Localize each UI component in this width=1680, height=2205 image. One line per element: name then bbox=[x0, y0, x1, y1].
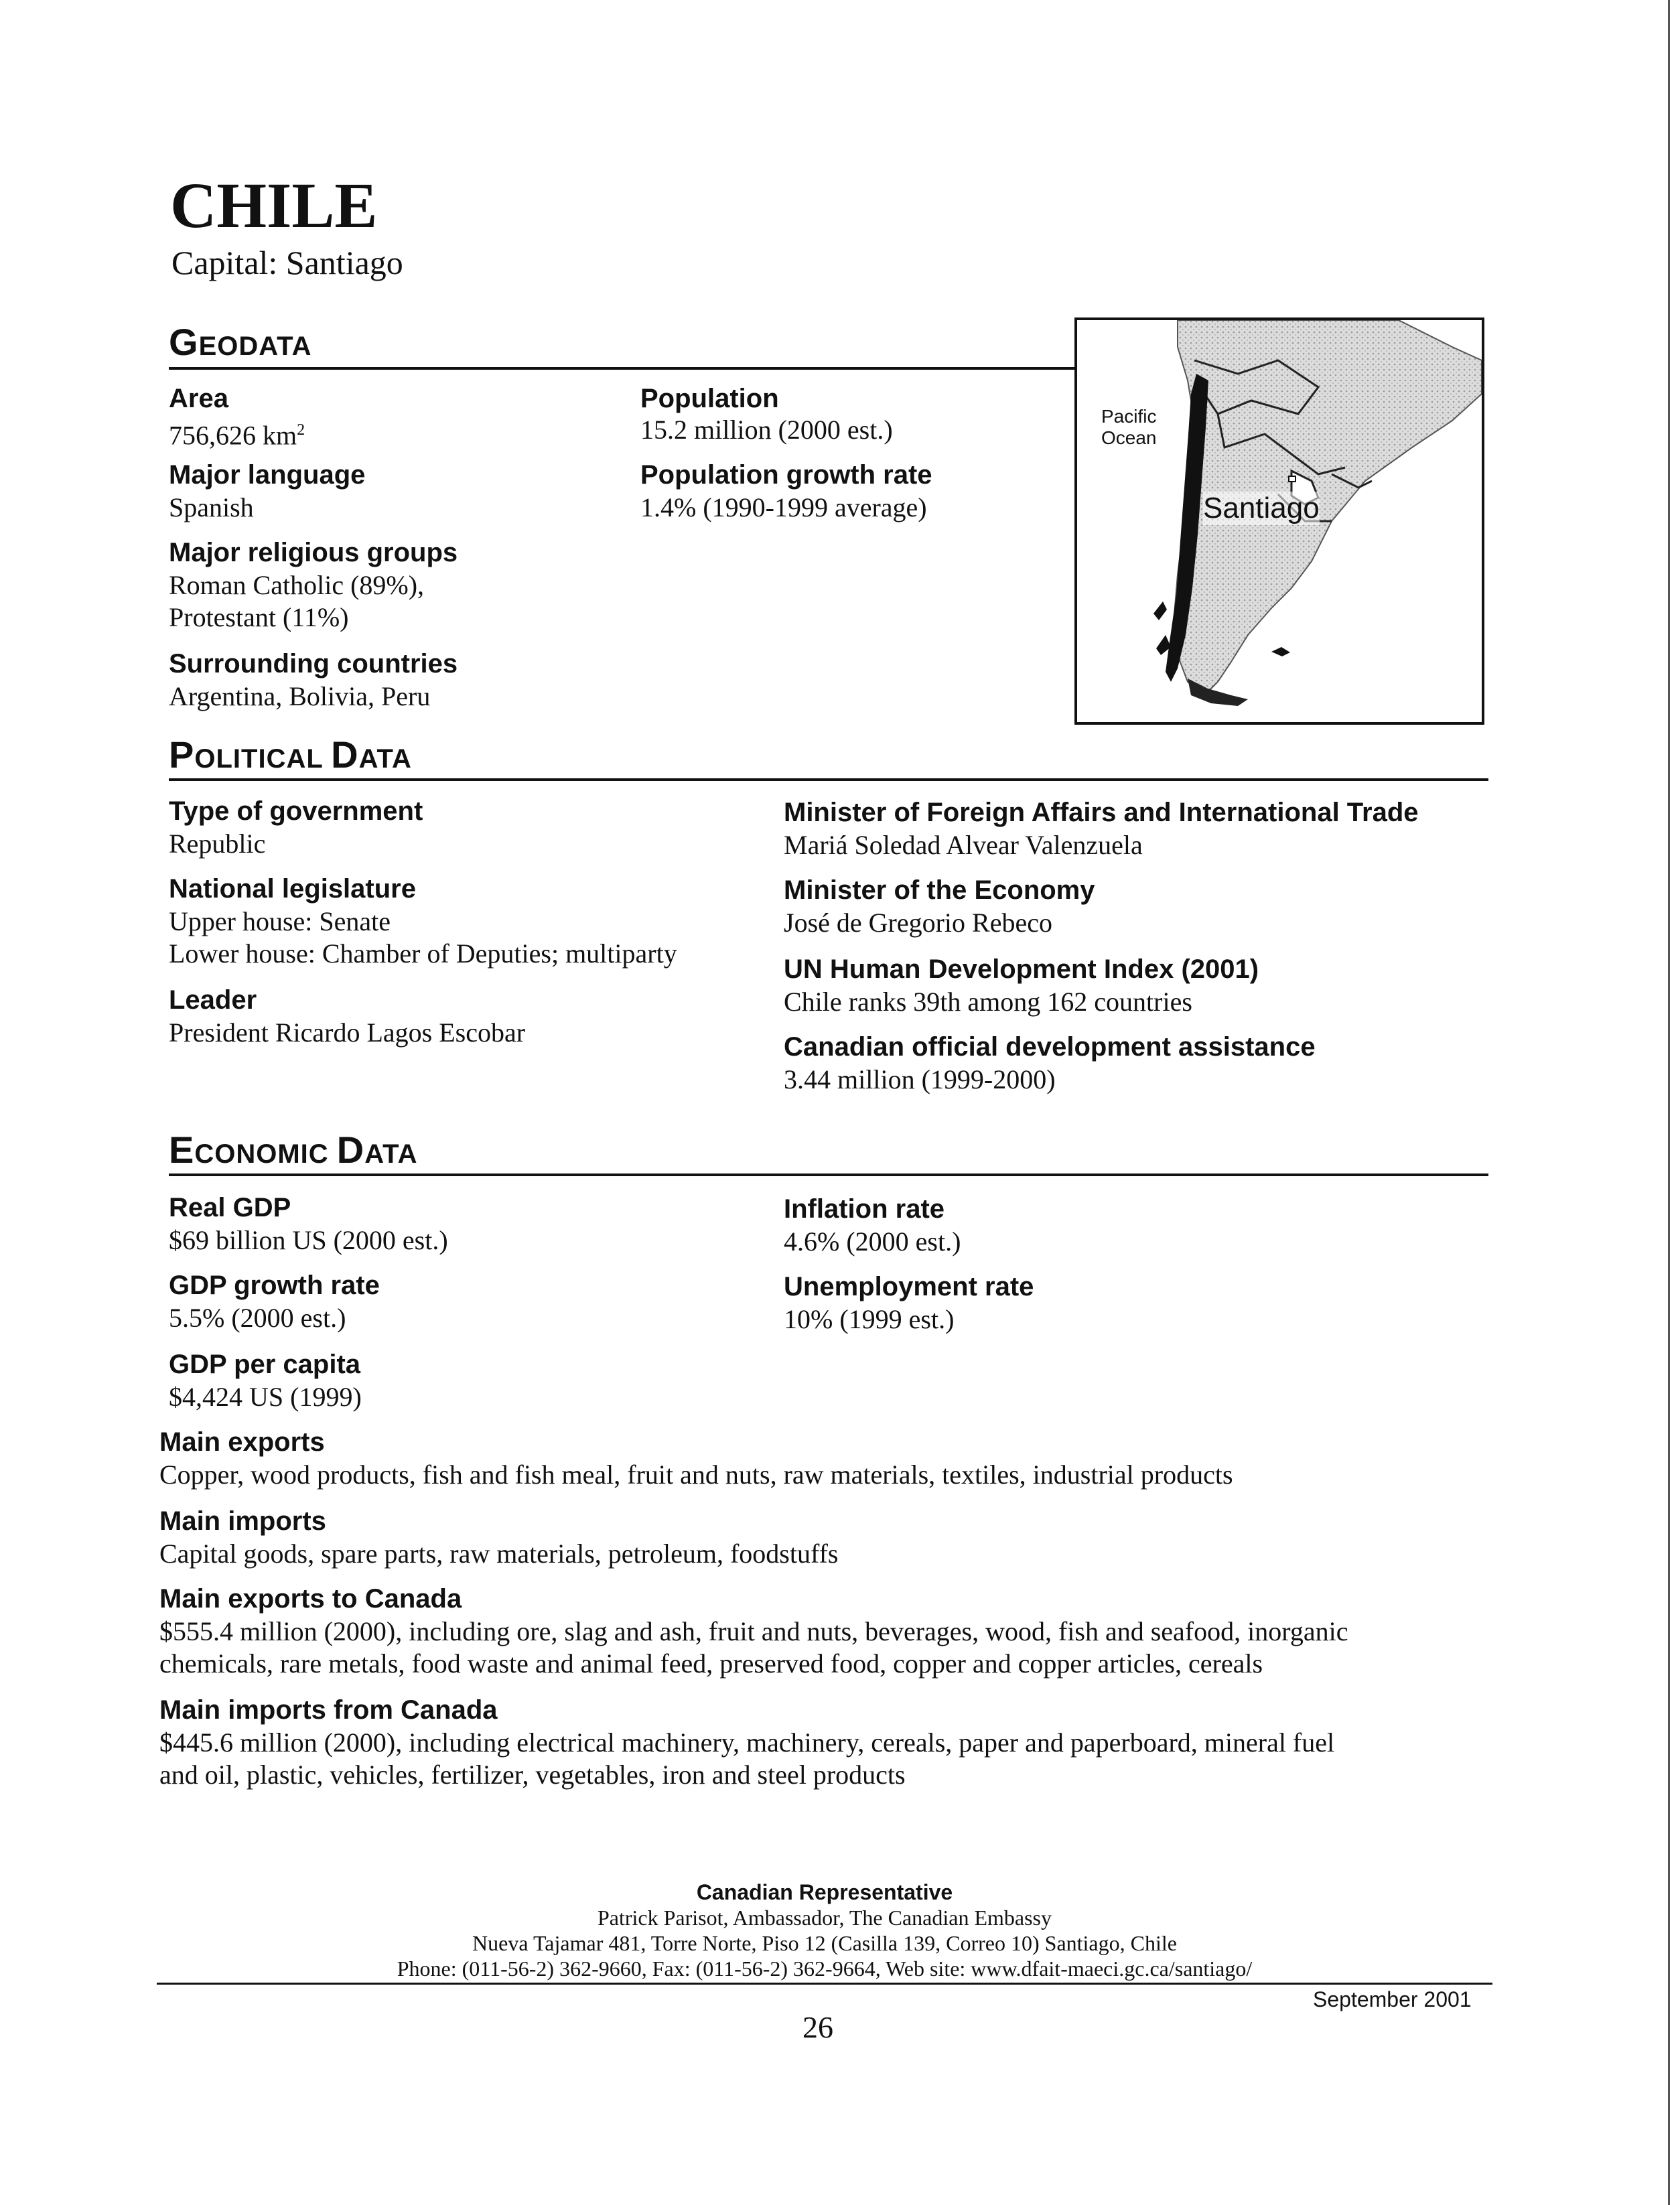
gdp-per-capita-value: $4,424 US (1999) bbox=[169, 1382, 362, 1412]
gdp-label: Real GDP bbox=[169, 1193, 291, 1222]
area-label: Area bbox=[169, 384, 228, 413]
legislature-label: National legislature bbox=[169, 874, 416, 904]
page-number: 26 bbox=[802, 2010, 833, 2044]
surrounding-value: Argentina, Bolivia, Peru bbox=[169, 681, 431, 711]
inflation-value: 4.6% (2000 est.) bbox=[784, 1226, 961, 1257]
government-value: Republic bbox=[169, 829, 266, 859]
foreign-minister-value: Mariá Soledad Alvear Valenzuela bbox=[784, 830, 1143, 860]
gdp-per-capita-label: GDP per capita bbox=[169, 1350, 361, 1379]
imports-from-canada-value-1: $445.6 million (2000), including electrical machinery, machinery, cereals, paper and paperboard, mineral fuel bbox=[159, 1727, 1335, 1758]
leader-value: President Ricardo Lagos Escobar bbox=[169, 1017, 526, 1048]
city-marker bbox=[1289, 476, 1296, 482]
inflation-label: Inflation rate bbox=[784, 1194, 945, 1224]
language-label: Major language bbox=[169, 460, 366, 490]
economy-minister-label: Minister of the Economy bbox=[784, 875, 1095, 905]
population-value: 15.2 million (2000 est.) bbox=[640, 415, 893, 445]
gdp-growth-value: 5.5% (2000 est.) bbox=[169, 1303, 346, 1333]
religion-label: Major religious groups bbox=[169, 538, 458, 567]
government-label: Type of government bbox=[169, 796, 423, 826]
legislature-value-1: Upper house: Senate bbox=[169, 906, 391, 936]
capital-subtitle: Capital: Santiago bbox=[171, 244, 403, 281]
gdp-value: $69 billion US (2000 est.) bbox=[169, 1225, 448, 1255]
hdi-label: UN Human Development Index (2001) bbox=[784, 954, 1259, 984]
representative-line-2: Nueva Tajamar 481, Torre Norte, Piso 12 (Casilla 139, Correo 10) Santiago, Chile bbox=[472, 1931, 1177, 1955]
legislature-value-2: Lower house: Chamber of Deputies; multiparty bbox=[169, 938, 677, 969]
representative-block bbox=[157, 1879, 1492, 1981]
exports-to-canada-value-2: chemicals, rare metals, food waste and animal feed, preserved food, copper and copper articles, cereals bbox=[159, 1648, 1263, 1679]
section-title-political: POLITICAL DATA bbox=[169, 733, 412, 776]
religion-value-1: Roman Catholic (89%), bbox=[169, 570, 425, 600]
exports-value: Copper, wood products, fish and fish meal, fruit and nuts, raw materials, textiles, industrial products bbox=[159, 1460, 1233, 1490]
city-label: Santiago bbox=[1203, 492, 1320, 524]
unemployment-label: Unemployment rate bbox=[784, 1272, 1034, 1301]
representative-line-1: Patrick Parisot, Ambassador, The Canadian Embassy bbox=[597, 1906, 1052, 1930]
religion-value-2: Protestant (11%) bbox=[169, 602, 349, 632]
publication-date: September 2001 bbox=[1313, 1987, 1472, 2011]
leader-label: Leader bbox=[169, 985, 257, 1015]
footer-rule bbox=[157, 1983, 1492, 1985]
exports-label: Main exports bbox=[159, 1427, 325, 1457]
imports-value: Capital goods, spare parts, raw materials, petroleum, foodstuffs bbox=[159, 1539, 839, 1569]
ocean-label: Pacific Ocean bbox=[1101, 406, 1157, 448]
oda-label: Canadian official development assistance bbox=[784, 1032, 1316, 1062]
representative-label: Canadian Representative bbox=[696, 1880, 953, 1904]
unemployment-value: 10% (1999 est.) bbox=[784, 1304, 955, 1334]
economic-rule bbox=[169, 1173, 1488, 1176]
political-rule bbox=[169, 778, 1488, 781]
population-growth-value: 1.4% (1990-1999 average) bbox=[640, 492, 927, 522]
country-title: CHILE bbox=[170, 169, 378, 241]
geodata-rule bbox=[169, 367, 1080, 370]
section-title-economic: ECONOMIC DATA bbox=[169, 1129, 418, 1171]
population-growth-label: Population growth rate bbox=[640, 460, 932, 490]
economy-minister-value: José de Gregorio Rebeco bbox=[784, 908, 1052, 938]
imports-from-canada-value-2: and oil, plastic, vehicles, fertilizer, vegetables, iron and steel products bbox=[159, 1760, 906, 1790]
hdi-value: Chile ranks 39th among 162 countries bbox=[784, 987, 1192, 1017]
location-map bbox=[1074, 317, 1484, 725]
scan-edge-line bbox=[1668, 0, 1670, 2205]
language-value: Spanish bbox=[169, 492, 254, 522]
imports-label: Main imports bbox=[159, 1506, 326, 1536]
gdp-growth-label: GDP growth rate bbox=[169, 1271, 380, 1300]
foreign-minister-label: Minister of Foreign Affairs and International Trade bbox=[784, 798, 1419, 827]
exports-to-canada-value-1: $555.4 million (2000), including ore, slag and ash, fruit and nuts, beverages, wood, fish and seafood, inorganic bbox=[159, 1616, 1348, 1646]
population-label: Population bbox=[640, 384, 779, 413]
section-title-geodata: GEODATA bbox=[169, 321, 312, 363]
surrounding-label: Surrounding countries bbox=[169, 649, 458, 679]
representative-line-3: Phone: (011-56-2) 362-9660, Fax: (011-56-2) 362-9664, Web site: www.dfait-maeci.gc.ca/santiago/ bbox=[397, 1957, 1253, 1981]
exports-to-canada-label: Main exports to Canada bbox=[159, 1584, 462, 1614]
area-value: 756,626 $km^2$ bbox=[169, 420, 305, 451]
oda-value: 3.44 million (1999-2000) bbox=[784, 1064, 1056, 1094]
imports-from-canada-label: Main imports from Canada bbox=[159, 1695, 498, 1725]
